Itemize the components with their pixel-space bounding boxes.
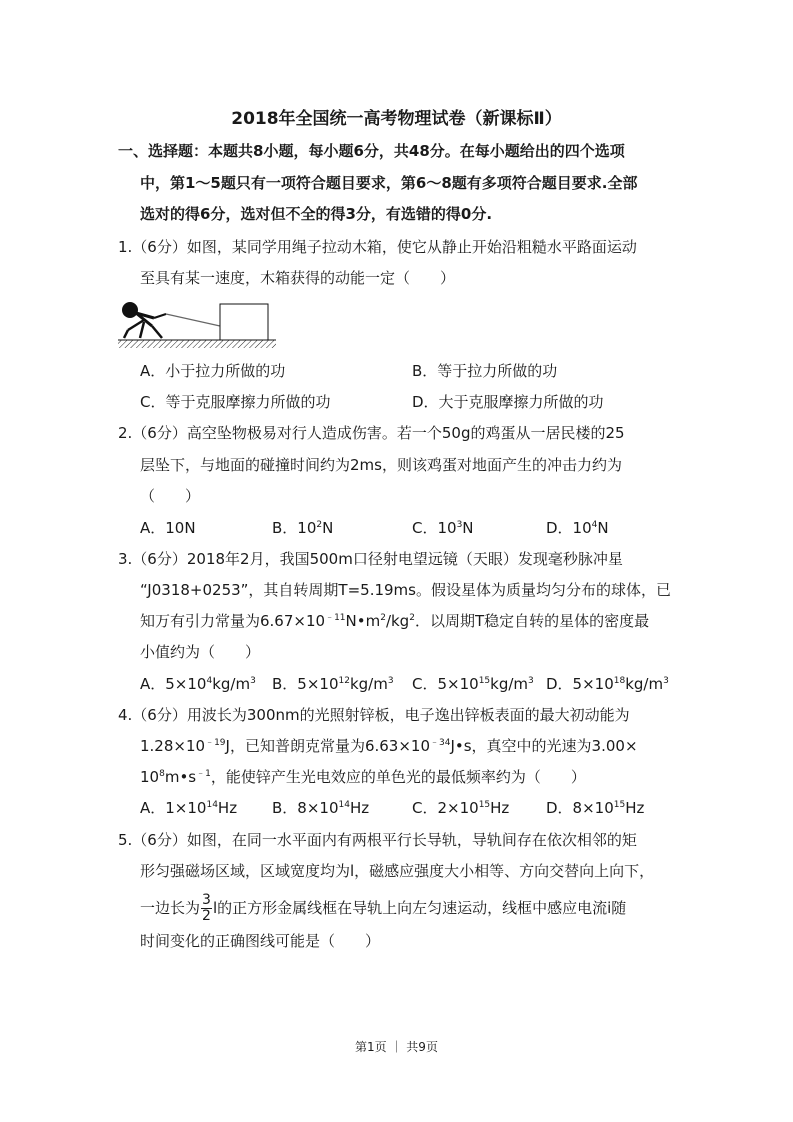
superscript: 4 <box>206 676 213 686</box>
fraction <box>201 893 212 924</box>
option-d[interactable] <box>412 392 604 412</box>
superscript: 12 <box>338 676 350 686</box>
question-line <box>140 455 622 475</box>
text-segment: 层坠下，与地面的碰撞时间约为2ms，则该鸡蛋对地面产生的冲击力约为 <box>140 456 622 474</box>
superscript: 15 <box>478 676 491 686</box>
text-segment: Hz <box>349 799 370 817</box>
section-line <box>118 141 625 161</box>
superscript: 4 <box>591 520 598 530</box>
option-b[interactable] <box>272 798 369 818</box>
section-line <box>140 204 492 224</box>
text-segment: N•m <box>345 612 381 630</box>
question-line <box>140 931 380 951</box>
text-segment: 3.（6分）2018年2月，我国500m口径射电望远镜（天眼）发现毫秒脉冲星 <box>118 550 623 568</box>
text-segment: 小值约为（ ） <box>140 643 261 661</box>
text-segment: kg/m <box>625 675 664 693</box>
text-segment: ．以周期T稳定自转的星体的密度最 <box>414 612 650 630</box>
text-segment: A．5×10 <box>140 675 207 693</box>
page-footer: 第1页 ｜ 共9页 <box>355 1040 438 1054</box>
question-line <box>118 830 637 850</box>
text-segment: Hz <box>217 799 238 817</box>
text-segment: l的正方形金属线框在导轨上向左匀速运动，线框中感应电流i随 <box>212 899 627 917</box>
text-segment: 1.（6分）如图，某同学用绳子拉动木箱，使它从静止开始沿粗糙水平路面运动 <box>118 238 637 256</box>
text-segment: 时间变化的正确图线可能是（ ） <box>140 932 381 950</box>
option-a[interactable] <box>140 674 256 694</box>
text-segment: Hz <box>625 799 645 817</box>
text-segment: B．10 <box>272 519 317 537</box>
superscript: 15 <box>613 800 626 810</box>
superscript: 2 <box>316 520 323 530</box>
text-segment: J，已知普朗克常量为6.63×10 <box>225 737 430 755</box>
question-line <box>118 237 637 257</box>
text-segment: 中，第1～5题只有一项符合题目要求，第6～8题有多项符合题目要求.全部 <box>140 174 638 192</box>
option-b[interactable] <box>272 674 394 694</box>
text-segment: kg/m <box>490 675 529 693</box>
text-segment: 5.（6分）如图，在同一水平面内有两根平行长导轨，导轨间存在依次相邻的矩 <box>118 831 637 849</box>
text-segment: D．8×10 <box>546 799 614 817</box>
question-line <box>140 611 649 631</box>
option-b[interactable] <box>272 518 333 538</box>
option-d[interactable] <box>546 518 609 538</box>
text-segment: J•s，真空中的光速为3.00× <box>450 737 638 755</box>
text-segment: B．5×10 <box>272 675 339 693</box>
text-segment: m•s <box>164 768 197 786</box>
text-segment: A．小于拉力所做的功 <box>140 362 286 380</box>
question-line <box>118 705 630 725</box>
text-segment: 1.28×10 <box>140 737 206 755</box>
question-line <box>140 268 455 288</box>
text-segment: D．大于克服摩擦力所做的功 <box>412 393 604 411</box>
text-segment: 知万有引力常量为6.67×10 <box>140 612 326 630</box>
text-segment: C．5×10 <box>412 675 479 693</box>
question-line <box>140 642 260 662</box>
superscript: 14 <box>206 800 218 810</box>
page-title: 2018年全国统一高考物理试卷（新课标Ⅱ） <box>231 109 562 129</box>
superscript: 2 <box>409 613 415 623</box>
option-d[interactable] <box>546 674 669 694</box>
question-line <box>140 486 200 506</box>
superscript: ﹣19 <box>205 738 226 748</box>
superscript: 3 <box>250 676 256 686</box>
option-a[interactable] <box>140 361 285 381</box>
text-segment: kg/m <box>349 675 388 693</box>
section-line <box>140 173 637 193</box>
text-segment: 2.（6分）高空坠物极易对行人造成伤害。若一个50g的鸡蛋从一居民楼的25 <box>118 424 625 442</box>
question-line <box>118 549 623 569</box>
option-d[interactable] <box>546 798 644 818</box>
option-a[interactable] <box>140 798 237 818</box>
option-a[interactable] <box>140 518 196 538</box>
superscript: 3 <box>528 676 534 686</box>
person-pulling-box-figure <box>118 298 278 350</box>
question-line <box>140 767 586 787</box>
text-segment: A．10N <box>140 519 196 537</box>
text-segment: 形匀强磁场区域，区域宽度均为l，磁感应强度大小相等、方向交替向上向下， <box>140 862 655 880</box>
question-line <box>140 893 626 924</box>
text-segment: B．8×10 <box>272 799 339 817</box>
superscript: ﹣34 <box>430 738 451 748</box>
option-c[interactable] <box>140 392 330 412</box>
option-c[interactable] <box>412 674 534 694</box>
option-c[interactable] <box>412 798 509 818</box>
text-segment: C．10 <box>412 519 457 537</box>
text-segment: Hz <box>490 799 510 817</box>
text-segment: “J0318+0253”，其自转周期T=5.19ms。假设星体为质量均匀分布的球体，已 <box>140 581 671 599</box>
numerator: 3 <box>202 892 211 908</box>
text-segment: D．10 <box>546 519 592 537</box>
option-b[interactable] <box>412 361 557 381</box>
superscript: 8 <box>159 769 165 779</box>
superscript: 2 <box>380 613 386 623</box>
superscript: 3 <box>663 676 669 686</box>
question-line <box>140 861 654 881</box>
superscript: 18 <box>613 676 626 686</box>
question-line <box>140 736 638 756</box>
text-segment: 10 <box>140 768 160 786</box>
text-segment: C．2×10 <box>412 799 479 817</box>
superscript: ﹣11 <box>325 613 346 623</box>
superscript: 14 <box>338 800 350 810</box>
text-segment: 选对的得6分，选对但不全的得3分，有选错的得0分. <box>140 205 493 223</box>
text-segment: 一、选择题：本题共8小题，每小题6分，共48分。在每小题给出的四个选项 <box>118 142 625 160</box>
text-segment: D．5×10 <box>546 675 614 693</box>
text-segment: 一边长为 <box>140 899 201 917</box>
text-segment: kg/m <box>212 675 251 693</box>
question-line <box>140 580 671 600</box>
option-c[interactable] <box>412 518 474 538</box>
question-line <box>118 423 625 443</box>
text-segment: N <box>322 519 334 537</box>
text-segment: 4.（6分）用波长为300nm的光照射锌板，电子逸出锌板表面的最大初动能为 <box>118 706 630 724</box>
superscript: ﹣1 <box>196 769 211 779</box>
text-segment: /kg <box>385 612 410 630</box>
text-segment: C．等于克服摩擦力所做的功 <box>140 393 331 411</box>
text-segment: N <box>597 519 609 537</box>
superscript: 3 <box>456 520 463 530</box>
superscript: 15 <box>478 800 491 810</box>
text-segment: ，能使锌产生光电效应的单色光的最低频率约为（ ） <box>210 768 586 786</box>
superscript: 3 <box>387 676 394 686</box>
text-segment: 至具有某一速度，木箱获得的动能一定（ ） <box>140 269 456 287</box>
text-segment: N <box>462 519 474 537</box>
text-segment: A．1×10 <box>140 799 207 817</box>
text-segment: B．等于拉力所做的功 <box>412 362 558 380</box>
text-segment: （ ） <box>140 487 201 505</box>
denominator: 2 <box>202 908 211 924</box>
